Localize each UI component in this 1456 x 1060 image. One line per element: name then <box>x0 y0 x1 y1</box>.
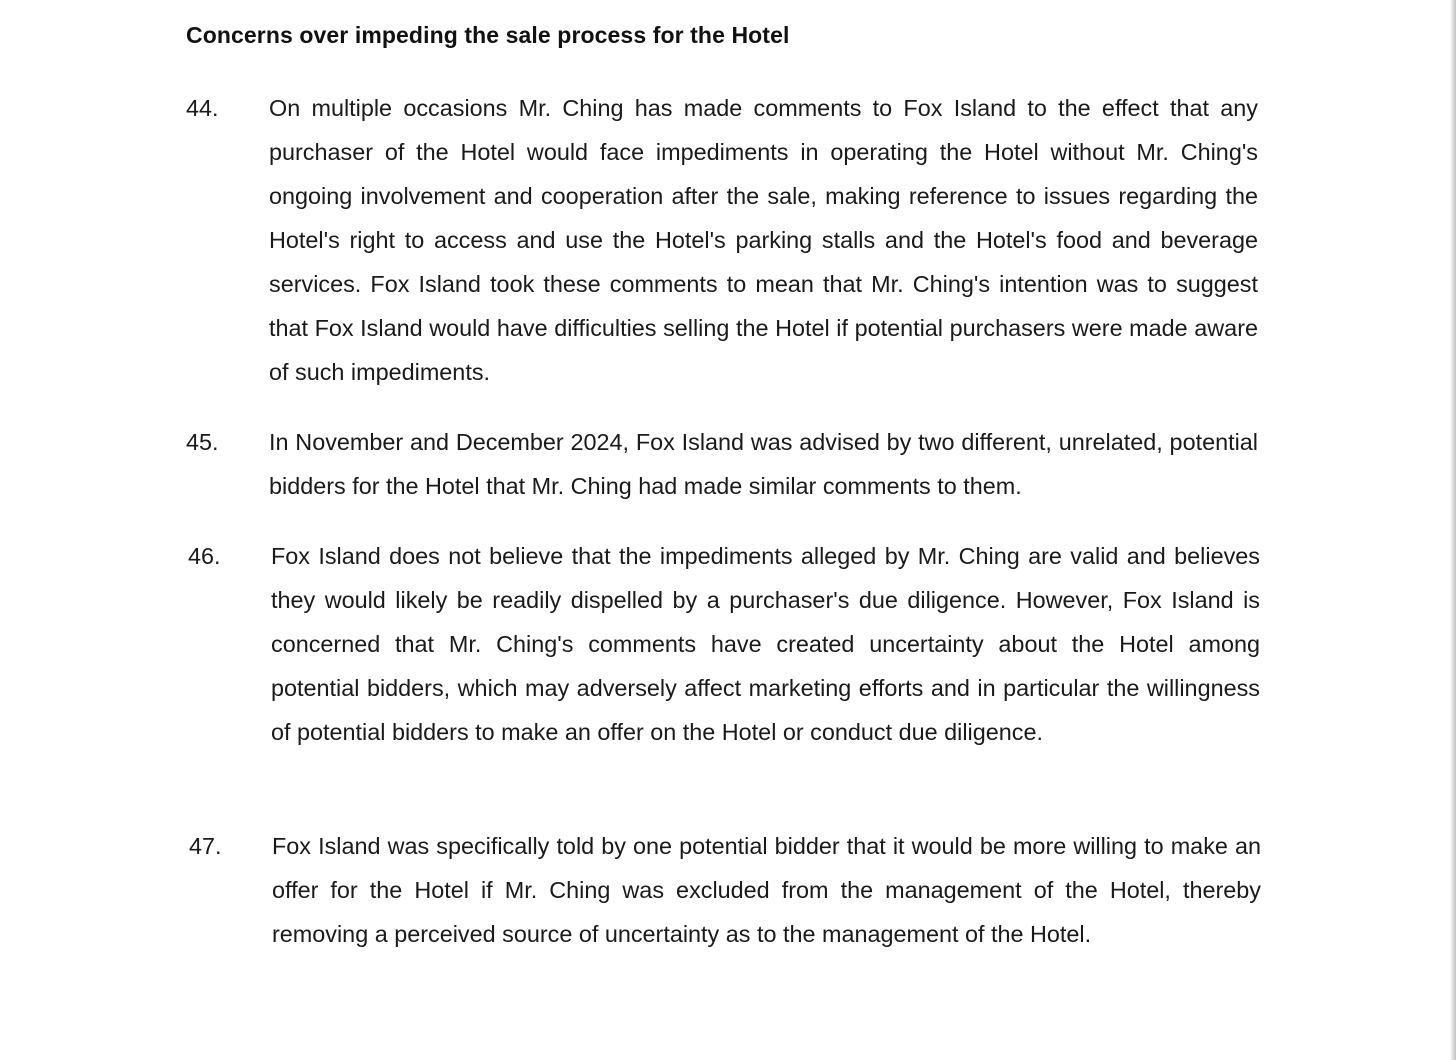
paragraph-number: 45. <box>186 429 219 455</box>
paragraph-number: 47. <box>189 833 222 859</box>
paragraph-text: Fox Island does not believe that the impediments alleged by Mr. Ching are valid and believes they would likely be readily dispelled by a purchaser's due diligence. However, Fox Island is concerned that Mr. Ching's comments have created uncertainty about the Hotel among potential bidders, which may adversely affect marketing efforts and in particular the willingness of potential bidders to make an offer on the Hotel or conduct due diligence. <box>271 543 1260 745</box>
paragraph-45 <box>186 420 1258 508</box>
paragraph-44 <box>186 86 1258 394</box>
paragraph-number: 46. <box>188 543 221 569</box>
paragraph-46 <box>188 534 1260 754</box>
section-heading: Concerns over impeding the sale process for the Hotel <box>186 22 790 48</box>
paragraph-text: In November and December 2024, Fox Island was advised by two different, unrelated, potential bidders for the Hotel that Mr. Ching had made similar comments to them. <box>269 429 1258 499</box>
scan-edge-shadow <box>1450 0 1456 1060</box>
paragraph-text: Fox Island was specifically told by one potential bidder that it would be more willing to make an offer for the Hotel if Mr. Ching was excluded from the management of the Hotel, thereby removing a perceived source of uncertainty as to the management of the Hotel. <box>272 833 1261 947</box>
paragraph-text: On multiple occasions Mr. Ching has made comments to Fox Island to the effect that any purchaser of the Hotel would face impediments in operating the Hotel without Mr. Ching's ongoing involvement and cooperation after the sale, making reference to issues regarding the Hotel's right to access and use the Hotel's parking stalls and the Hotel's food and beverage services. Fox Island took these comments to mean that Mr. Ching's intention was to suggest that Fox Island would have difficulties selling the Hotel if potential purchasers were made aware of such impediments. <box>269 95 1258 385</box>
paragraph-47 <box>189 824 1261 956</box>
paragraph-number: 44. <box>186 95 219 121</box>
